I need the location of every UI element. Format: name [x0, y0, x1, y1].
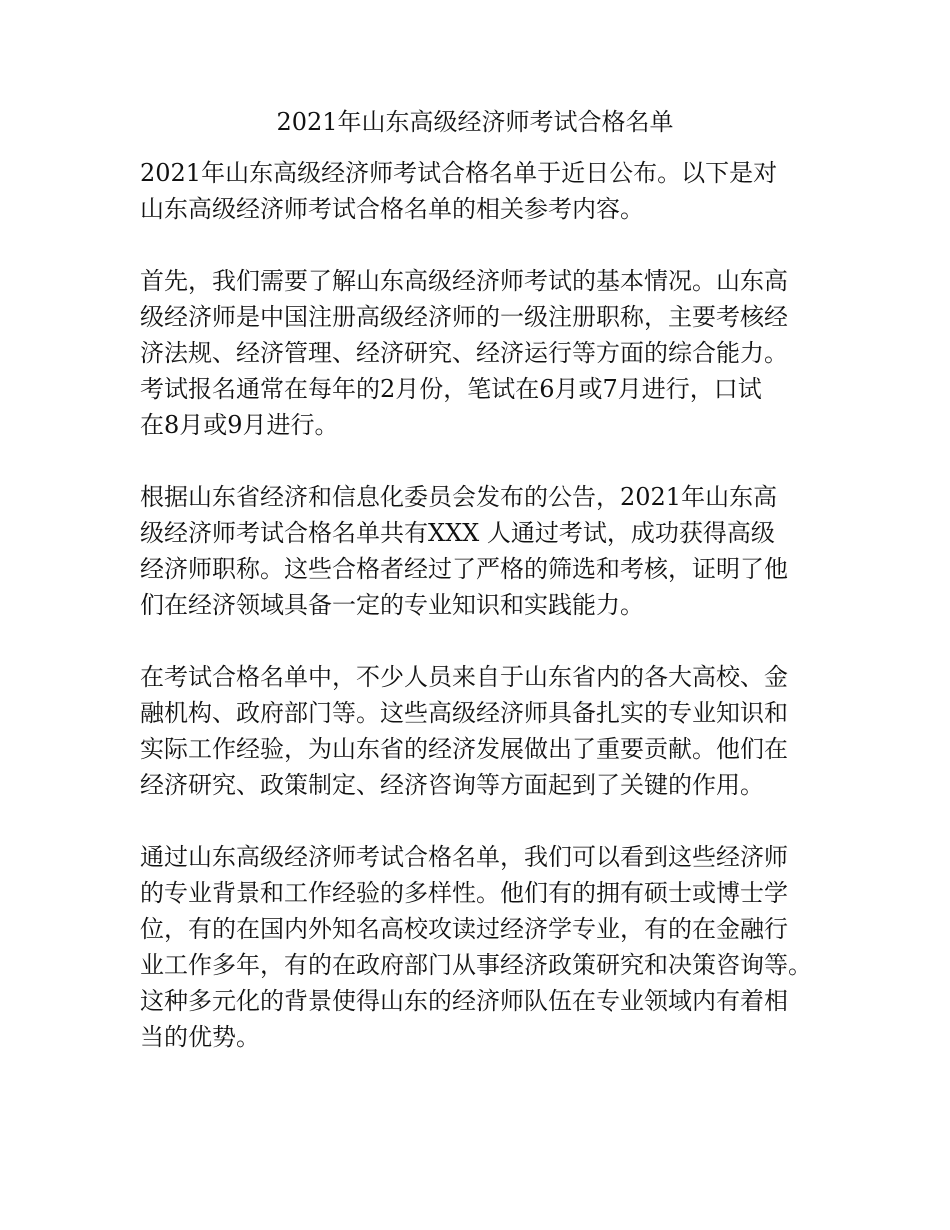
paragraph-line: 经济研究、政策制定、经济咨询等方面起到了关键的作用。: [140, 771, 764, 799]
paragraph-line: 级经济师考试合格名单共有XXX 人通过考试，成功获得高级: [140, 519, 775, 547]
paragraph-4: [140, 659, 830, 803]
paragraph-line: 当的优势。: [140, 1023, 260, 1051]
paragraph-line: 通过山东高级经济师考试合格名单，我们可以看到这些经济师: [140, 843, 788, 871]
paragraph-line: 考试报名通常在每年的2月份，笔试在6月或7月进行，口试: [140, 375, 762, 403]
paragraph-line: 融机构、政府部门等。这些高级经济师具备扎实的专业知识和: [140, 699, 788, 727]
paragraph-line: 位，有的在国内外知名高校攻读过经济学专业，有的在金融行: [140, 915, 788, 943]
paragraph-1: [140, 155, 830, 227]
paragraph-line: 业工作多年，有的在政府部门从事经济政策研究和决策咨询等。: [140, 951, 812, 979]
paragraph-line: 的专业背景和工作经验的多样性。他们有的拥有硕士或博士学: [140, 879, 788, 907]
paragraph-line: 们在经济领域具备一定的专业知识和实践能力。: [140, 591, 644, 619]
paragraph-line: 在考试合格名单中，不少人员来自于山东省内的各大高校、金: [140, 663, 788, 691]
paragraph-line: 经济师职称。这些合格者经过了严格的筛选和考核，证明了他: [140, 555, 788, 583]
paragraph-line: 2021年山东高级经济师考试合格名单于近日公布。以下是对: [140, 159, 778, 187]
paragraph-line: 级经济师是中国注册高级经济师的一级注册职称，主要考核经: [140, 303, 788, 331]
paragraph-line: 首先，我们需要了解山东高级经济师考试的基本情况。山东高: [140, 267, 788, 295]
document-title: 2021年山东高级经济师考试合格名单: [276, 108, 674, 136]
paragraph-line: 在8月或9月进行。: [140, 411, 339, 439]
paragraph-line: 济法规、经济管理、经济研究、经济运行等方面的综合能力。: [140, 339, 788, 367]
paragraph-line: 根据山东省经济和信息化委员会发布的公告，2021年山东高: [140, 483, 778, 511]
paragraph-3: [140, 479, 830, 623]
paragraph-2: [140, 263, 830, 443]
paragraph-line: 实际工作经验，为山东省的经济发展做出了重要贡献。他们在: [140, 735, 788, 763]
paragraph-5: [140, 839, 830, 1055]
paragraph-line: 这种多元化的背景使得山东的经济师队伍在专业领域内有着相: [140, 987, 788, 1015]
document-body: [140, 155, 830, 1091]
paragraph-line: 山东高级经济师考试合格名单的相关参考内容。: [140, 195, 644, 223]
